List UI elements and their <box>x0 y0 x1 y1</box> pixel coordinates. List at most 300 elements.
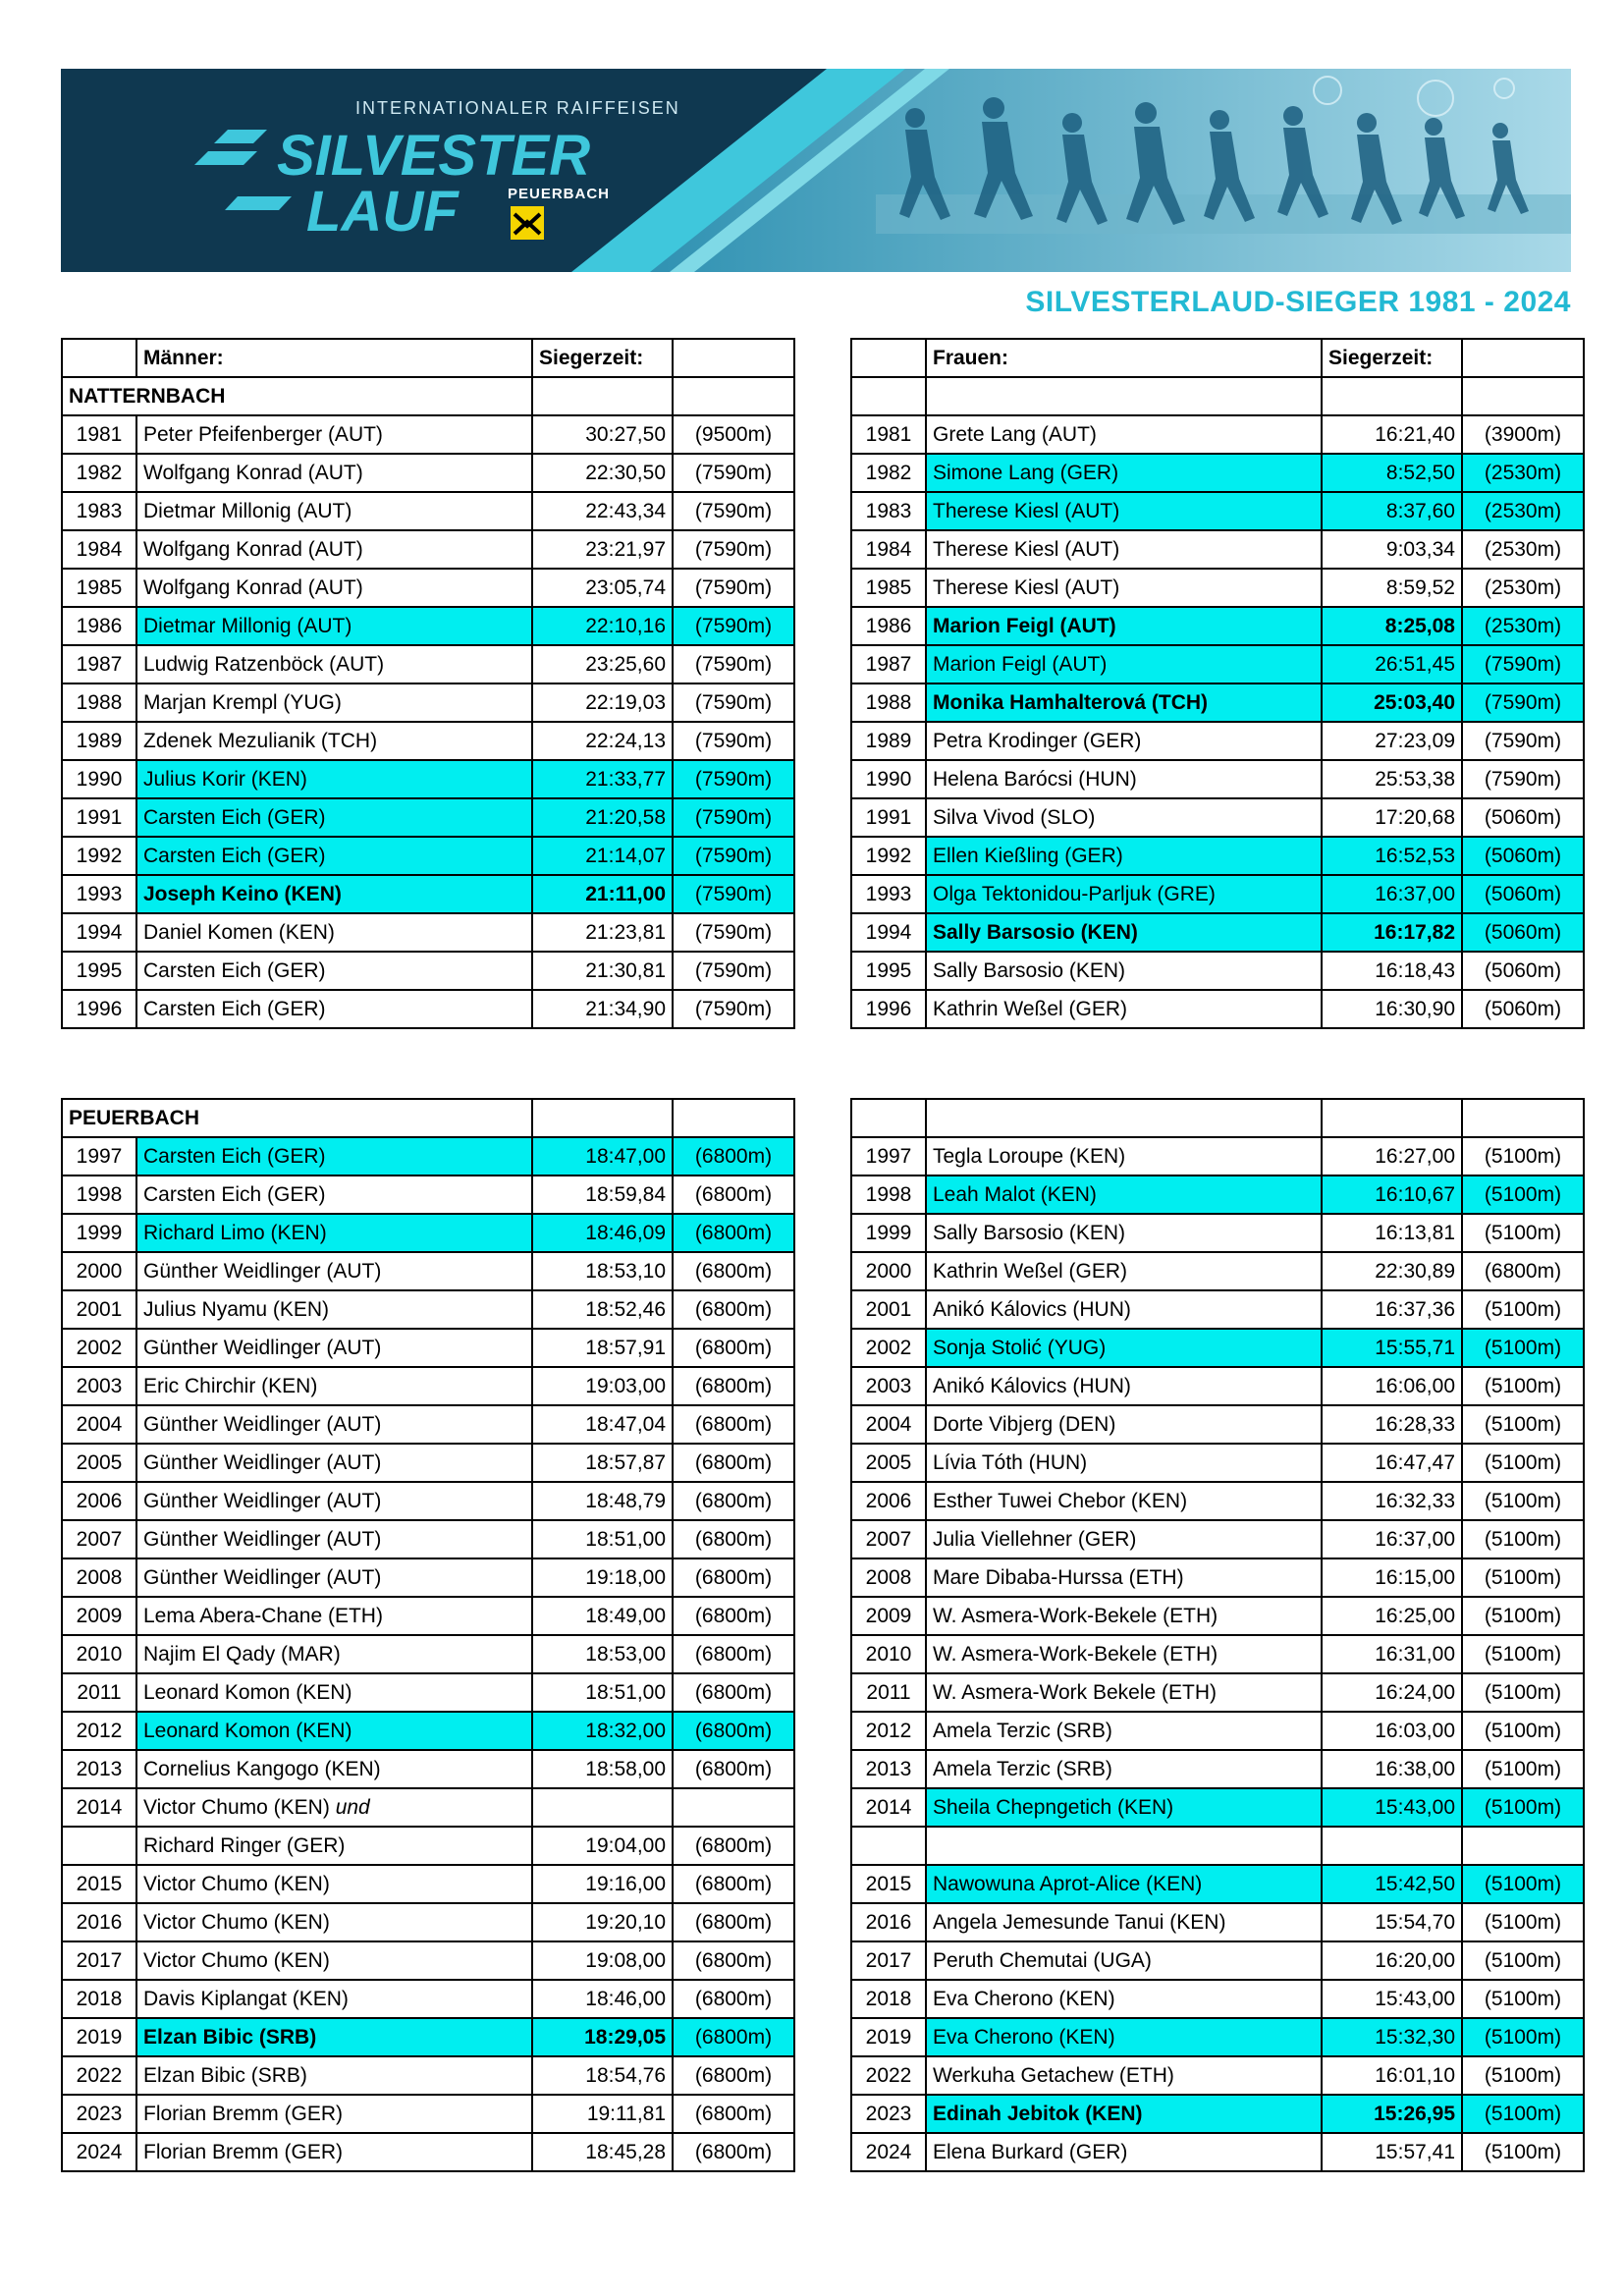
winning-time-cell: 16:01,10 <box>1322 2056 1462 2095</box>
year-cell: 1987 <box>851 645 926 683</box>
year-cell: 1998 <box>851 1175 926 1214</box>
winner-name-cell <box>136 415 532 454</box>
winner-name-cell <box>926 530 1322 569</box>
men-table-natternbach <box>61 338 795 1029</box>
table-row <box>62 2095 794 2133</box>
winning-time-cell: 15:26,95 <box>1322 2095 1462 2133</box>
distance-cell: (5100m) <box>1462 1444 1584 1482</box>
year-cell: 1989 <box>851 722 926 760</box>
winner-name: Amela Terzic (SRB) <box>933 1757 1112 1780</box>
table-row <box>62 530 794 569</box>
winning-time-cell: 22:30,89 <box>1322 1252 1462 1290</box>
distance-cell: (5100m) <box>1462 2056 1584 2095</box>
winner-name-cell <box>136 1405 532 1444</box>
winner-name: Carsten Eich (GER) <box>143 844 326 867</box>
winner-name-cell <box>136 2056 532 2095</box>
winner-name-cell <box>926 1137 1322 1175</box>
year-cell: 1981 <box>62 415 136 454</box>
distance-cell: (3900m) <box>1462 415 1584 454</box>
winning-time-cell: 15:55,71 <box>1322 1329 1462 1367</box>
table-row <box>851 1290 1584 1329</box>
winner-name-cell <box>926 1405 1322 1444</box>
winning-time-cell: 16:17,82 <box>1322 913 1462 952</box>
year-cell: 2015 <box>62 1865 136 1903</box>
winning-time-cell: 16:37,00 <box>1322 875 1462 913</box>
winner-name-cell <box>136 913 532 952</box>
winner-name: Sally Barsosio (KEN) <box>933 958 1126 982</box>
distance-cell: (5100m) <box>1462 1788 1584 1827</box>
winner-name-cell <box>926 875 1322 913</box>
year-cell: 2023 <box>62 2095 136 2133</box>
winner-name-cell <box>136 1597 532 1635</box>
year-cell: 2023 <box>851 2095 926 2133</box>
distance-cell: (7590m) <box>1462 645 1584 683</box>
distance-cell: (6800m) <box>673 1903 794 1941</box>
year-cell: 2008 <box>851 1558 926 1597</box>
winner-name-cell <box>926 1712 1322 1750</box>
winner-name-cell <box>136 1252 532 1290</box>
distance-cell: (5100m) <box>1462 1482 1584 1520</box>
table-row <box>851 952 1584 990</box>
winning-time-cell: 16:20,00 <box>1322 1941 1462 1980</box>
table-row <box>62 1827 794 1865</box>
table-row <box>62 1214 794 1252</box>
winning-time-cell: 18:47,00 <box>532 1137 673 1175</box>
winner-name-cell <box>926 1252 1322 1290</box>
table-row <box>62 2056 794 2095</box>
table-header-row <box>851 339 1584 377</box>
distance-cell: (5100m) <box>1462 1214 1584 1252</box>
table-row <box>62 1673 794 1712</box>
year-cell: 2009 <box>851 1597 926 1635</box>
year-cell: 2016 <box>62 1903 136 1941</box>
winner-name: Florian Bremm (GER) <box>143 2102 344 2125</box>
winner-name: Najim El Qady (MAR) <box>143 1642 341 1666</box>
winner-name: Julia Viellehner (GER) <box>933 1527 1137 1551</box>
distance-cell: (6800m) <box>673 1252 794 1290</box>
winning-time-cell <box>1322 1827 1462 1865</box>
winner-name-cell <box>136 569 532 607</box>
winner-name-cell <box>926 492 1322 530</box>
women-column-header: Frauen: <box>926 339 1322 377</box>
winning-time-cell: 18:53,10 <box>532 1252 673 1290</box>
winner-name: Cornelius Kangogo (KEN) <box>143 1757 381 1780</box>
time-column-header: Siegerzeit: <box>532 339 673 377</box>
winning-time-cell <box>532 1788 673 1827</box>
distance-cell: (2530m) <box>1462 569 1584 607</box>
year-cell: 2006 <box>62 1482 136 1520</box>
table-row <box>851 1329 1584 1367</box>
year-cell: 2003 <box>851 1367 926 1405</box>
year-cell: 1992 <box>62 837 136 875</box>
year-cell: 2013 <box>62 1750 136 1788</box>
table-row <box>851 2018 1584 2056</box>
table-row <box>62 1750 794 1788</box>
winner-name: W. Asmera-Work Bekele (ETH) <box>933 1680 1217 1704</box>
table-row <box>851 683 1584 722</box>
year-cell: 1990 <box>62 760 136 798</box>
distance-cell: (5100m) <box>1462 2133 1584 2171</box>
year-cell: 2000 <box>851 1252 926 1290</box>
section-row <box>851 1099 1584 1137</box>
year-cell: 1982 <box>62 454 136 492</box>
table-row <box>851 837 1584 875</box>
year-cell: 1986 <box>62 607 136 645</box>
year-cell: 2024 <box>62 2133 136 2171</box>
distance-cell: (6800m) <box>673 1367 794 1405</box>
table-row <box>851 607 1584 645</box>
winner-name: Wolfgang Konrad (AUT) <box>143 537 363 561</box>
table-row <box>851 875 1584 913</box>
distance-cell: (7590m) <box>673 454 794 492</box>
year-cell: 1994 <box>62 913 136 952</box>
distance-cell: (5100m) <box>1462 2018 1584 2056</box>
winning-time-cell: 22:43,34 <box>532 492 673 530</box>
year-cell: 2003 <box>62 1367 136 1405</box>
winner-name-cell <box>926 415 1322 454</box>
winning-time-cell: 21:23,81 <box>532 913 673 952</box>
winner-name: Lema Abera-Chane (ETH) <box>143 1604 383 1627</box>
section-title-natternbach: NATTERNBACH <box>62 377 532 415</box>
winner-name: Julius Korir (KEN) <box>143 767 307 791</box>
winning-time-cell: 30:27,50 <box>532 415 673 454</box>
winning-time-cell: 23:05,74 <box>532 569 673 607</box>
winner-name: Marion Feigl (AUT) <box>933 614 1116 637</box>
distance-cell <box>673 1788 794 1827</box>
winner-name-cell <box>926 798 1322 837</box>
distance-cell: (7590m) <box>673 607 794 645</box>
table-row <box>851 1980 1584 2018</box>
year-cell: 2007 <box>62 1520 136 1558</box>
year-cell: 2014 <box>62 1788 136 1827</box>
winner-name-cell <box>136 1137 532 1175</box>
winner-name: Dietmar Millonig (AUT) <box>143 499 352 522</box>
distance-cell: (6800m) <box>673 1635 794 1673</box>
winning-time-cell: 16:13,81 <box>1322 1214 1462 1252</box>
year-cell: 1982 <box>851 454 926 492</box>
distance-cell: (7590m) <box>673 837 794 875</box>
year-cell: 2014 <box>851 1788 926 1827</box>
table-row <box>62 913 794 952</box>
table-row <box>851 645 1584 683</box>
year-cell: 1993 <box>62 875 136 913</box>
winner-name: Victor Chumo (KEN) <box>143 1910 330 1934</box>
winner-name-cell <box>926 722 1322 760</box>
distance-cell: (5100m) <box>1462 1750 1584 1788</box>
winner-name-cell <box>926 454 1322 492</box>
winner-name: Leonard Komon (KEN) <box>143 1680 352 1704</box>
winner-name: Helena Barócsi (HUN) <box>933 767 1137 791</box>
table-row <box>62 1941 794 1980</box>
winner-name-cell <box>136 1712 532 1750</box>
table-row <box>851 1827 1584 1865</box>
winner-name-cell <box>926 760 1322 798</box>
distance-cell: (5100m) <box>1462 1290 1584 1329</box>
winner-name-cell <box>926 1788 1322 1827</box>
winner-name-cell <box>136 1980 532 2018</box>
winner-name-cell <box>926 1865 1322 1903</box>
winning-time-cell: 26:51,45 <box>1322 645 1462 683</box>
table-row <box>62 1712 794 1750</box>
year-cell: 1995 <box>851 952 926 990</box>
winner-name-cell <box>926 990 1322 1028</box>
distance-cell: (7590m) <box>1462 760 1584 798</box>
year-cell: 1997 <box>62 1137 136 1175</box>
table-row <box>62 2133 794 2171</box>
winner-name-cell <box>136 530 532 569</box>
distance-cell: (6800m) <box>673 2018 794 2056</box>
year-cell: 1993 <box>851 875 926 913</box>
table-row <box>62 415 794 454</box>
winner-name: Kathrin Weßel (GER) <box>933 1259 1127 1283</box>
winner-name-cell <box>136 1903 532 1941</box>
winner-name-cell <box>926 1941 1322 1980</box>
banner-word1: SILVESTER <box>277 124 591 188</box>
table-row <box>62 2018 794 2056</box>
women-table-peuerbach <box>850 1098 1585 2172</box>
winning-time-cell: 19:20,10 <box>532 1903 673 1941</box>
winner-name-cell <box>926 2056 1322 2095</box>
winner-name: Ludwig Ratzenböck (AUT) <box>143 652 385 676</box>
section-row <box>62 377 794 415</box>
table-row <box>851 1405 1584 1444</box>
winning-time-cell: 18:32,00 <box>532 1712 673 1750</box>
winner-name-cell <box>926 1558 1322 1597</box>
table-row <box>62 837 794 875</box>
winner-name: Sally Barsosio (KEN) <box>933 1221 1126 1244</box>
distance-cell: (7590m) <box>673 492 794 530</box>
winner-name-cell <box>136 1482 532 1520</box>
winner-name: Günther Weidlinger (AUT) <box>143 1527 382 1551</box>
women-table-natternbach <box>850 338 1585 1029</box>
table-row <box>62 1290 794 1329</box>
men-column-header: Männer: <box>136 339 532 377</box>
winner-name-cell <box>136 454 532 492</box>
distance-cell: (5100m) <box>1462 1980 1584 2018</box>
winning-time-cell: 22:10,16 <box>532 607 673 645</box>
table-row <box>851 1750 1584 1788</box>
winning-time-cell: 16:03,00 <box>1322 1712 1462 1750</box>
table-row <box>851 2133 1584 2171</box>
year-cell: 1999 <box>62 1214 136 1252</box>
distance-cell: (6800m) <box>673 1558 794 1597</box>
year-cell: 1998 <box>62 1175 136 1214</box>
winner-name-cell <box>136 607 532 645</box>
distance-cell: (6800m) <box>673 1214 794 1252</box>
year-cell: 2012 <box>851 1712 926 1750</box>
winner-name-cell <box>926 683 1322 722</box>
distance-cell: (5100m) <box>1462 1635 1584 1673</box>
table-row <box>851 1597 1584 1635</box>
distance-cell: (7590m) <box>1462 683 1584 722</box>
distance-cell: (5100m) <box>1462 1941 1584 1980</box>
winner-name: Günther Weidlinger (AUT) <box>143 1489 382 1512</box>
winner-name-cell <box>136 1673 532 1712</box>
year-cell: 1987 <box>62 645 136 683</box>
year-cell: 2004 <box>62 1405 136 1444</box>
year-cell: 2019 <box>851 2018 926 2056</box>
winner-name-cell <box>136 2095 532 2133</box>
distance-cell: (7590m) <box>673 569 794 607</box>
winning-time-cell: 19:18,00 <box>532 1558 673 1597</box>
year-cell: 2002 <box>62 1329 136 1367</box>
winner-name-cell <box>926 1329 1322 1367</box>
year-cell: 1991 <box>851 798 926 837</box>
winner-name: Daniel Komen (KEN) <box>143 920 335 944</box>
table-row <box>62 1329 794 1367</box>
winning-time-cell: 23:25,60 <box>532 645 673 683</box>
winner-name: Nawowuna Aprot-Alice (KEN) <box>933 1872 1203 1895</box>
header-year-cell <box>62 339 136 377</box>
winner-name: Dietmar Millonig (AUT) <box>143 614 352 637</box>
winning-time-cell: 8:59,52 <box>1322 569 1462 607</box>
winner-name: Marjan Krempl (YUG) <box>143 690 342 714</box>
winning-time-cell: 16:38,00 <box>1322 1750 1462 1788</box>
distance-cell: (2530m) <box>1462 607 1584 645</box>
winner-name: Richard Limo (KEN) <box>143 1221 327 1244</box>
winning-time-cell: 22:30,50 <box>532 454 673 492</box>
winner-name: Carsten Eich (GER) <box>143 997 326 1020</box>
winner-name: Therese Kiesl (AUT) <box>933 499 1120 522</box>
distance-cell: (5100m) <box>1462 1558 1584 1597</box>
winner-name-cell <box>926 569 1322 607</box>
table-row <box>851 1444 1584 1482</box>
winning-time-cell: 16:24,00 <box>1322 1673 1462 1712</box>
winning-time-cell: 18:46,09 <box>532 1214 673 1252</box>
winning-time-cell: 16:15,00 <box>1322 1558 1462 1597</box>
winner-name: Joseph Keino (KEN) <box>143 882 342 905</box>
table-row <box>62 990 794 1028</box>
distance-cell: (5060m) <box>1462 990 1584 1028</box>
year-cell: 1997 <box>851 1137 926 1175</box>
distance-cell: (5100m) <box>1462 1597 1584 1635</box>
year-cell: 2013 <box>851 1750 926 1788</box>
winner-name: Günther Weidlinger (AUT) <box>143 1450 382 1474</box>
section-row <box>62 1099 794 1137</box>
winning-time-cell: 18:47,04 <box>532 1405 673 1444</box>
winner-name: Florian Bremm (GER) <box>143 2140 344 2163</box>
winner-name: Günther Weidlinger (AUT) <box>143 1336 382 1359</box>
winner-name-cell <box>136 1788 532 1827</box>
winner-name: Günther Weidlinger (AUT) <box>143 1412 382 1436</box>
table-row <box>62 1520 794 1558</box>
distance-cell: (6800m) <box>673 1865 794 1903</box>
winning-time-cell: 18:58,00 <box>532 1750 673 1788</box>
winner-name: Wolfgang Konrad (AUT) <box>143 461 363 484</box>
year-cell: 2022 <box>62 2056 136 2095</box>
winner-name-cell <box>926 1827 1322 1865</box>
distance-cell: (7590m) <box>673 798 794 837</box>
winning-time-cell: 21:14,07 <box>532 837 673 875</box>
winning-time-cell: 19:04,00 <box>532 1827 673 1865</box>
men-table-peuerbach <box>61 1098 795 2172</box>
section-title-peuerbach: PEUERBACH <box>62 1099 532 1137</box>
year-cell: 1986 <box>851 607 926 645</box>
winner-name-cell <box>136 990 532 1028</box>
year-cell: 2009 <box>62 1597 136 1635</box>
year-cell: 2006 <box>851 1482 926 1520</box>
winner-name: Carsten Eich (GER) <box>143 1144 326 1168</box>
winner-name-cell <box>136 1635 532 1673</box>
winner-name-cell <box>136 760 532 798</box>
winner-name-cell <box>926 913 1322 952</box>
winner-name-cell <box>926 1597 1322 1635</box>
year-cell: 2000 <box>62 1252 136 1290</box>
winning-time-cell: 8:52,50 <box>1322 454 1462 492</box>
winner-name-cell <box>926 2095 1322 2133</box>
distance-cell: (7590m) <box>673 645 794 683</box>
year-cell: 1995 <box>62 952 136 990</box>
table-row <box>851 415 1584 454</box>
winner-name: Peruth Chemutai (UGA) <box>933 1948 1152 1972</box>
winner-name-cell <box>136 1558 532 1597</box>
winning-time-cell: 21:30,81 <box>532 952 673 990</box>
distance-cell: (5100m) <box>1462 2095 1584 2133</box>
table-row <box>62 1980 794 2018</box>
winner-name: Elena Burkard (GER) <box>933 2140 1128 2163</box>
distance-cell: (6800m) <box>673 1405 794 1444</box>
year-cell: 2005 <box>851 1444 926 1482</box>
table-row <box>62 569 794 607</box>
distance-cell: (6800m) <box>673 1597 794 1635</box>
table-row <box>851 798 1584 837</box>
winning-time-cell: 15:32,30 <box>1322 2018 1462 2056</box>
winner-name: Monika Hamhalterová (TCH) <box>933 690 1209 714</box>
table-row <box>851 1482 1584 1520</box>
winning-time-cell: 18:51,00 <box>532 1673 673 1712</box>
winner-name: Amela Terzic (SRB) <box>933 1719 1112 1742</box>
table-row <box>62 1482 794 1520</box>
table-row <box>851 492 1584 530</box>
distance-cell: (7590m) <box>673 683 794 722</box>
year-cell: 2010 <box>62 1635 136 1673</box>
year-cell: 2019 <box>62 2018 136 2056</box>
year-cell: 1992 <box>851 837 926 875</box>
winner-name: Edinah Jebitok (KEN) <box>933 2102 1143 2125</box>
winning-time-cell: 16:37,36 <box>1322 1290 1462 1329</box>
winner-name-cell <box>136 1329 532 1367</box>
winning-time-cell: 18:48,79 <box>532 1482 673 1520</box>
name-suffix: und <box>335 1795 370 1819</box>
distance-cell: (7590m) <box>673 952 794 990</box>
winning-time-cell: 17:20,68 <box>1322 798 1462 837</box>
winner-name-cell <box>926 2133 1322 2171</box>
distance-cell: (5060m) <box>1462 952 1584 990</box>
table-row <box>851 913 1584 952</box>
winner-name: Victor Chumo (KEN) <box>143 1872 330 1895</box>
year-cell: 2017 <box>851 1941 926 1980</box>
winner-name-cell <box>136 1367 532 1405</box>
distance-cell: (6800m) <box>673 1482 794 1520</box>
year-cell: 1985 <box>62 569 136 607</box>
distance-cell: (6800m) <box>673 1827 794 1865</box>
winner-name: Olga Tektonidou-Parljuk (GRE) <box>933 882 1216 905</box>
winner-name-cell <box>136 1214 532 1252</box>
distance-cell: (6800m) <box>673 1941 794 1980</box>
winner-name-cell <box>926 1903 1322 1941</box>
winner-name-cell <box>136 1941 532 1980</box>
winning-time-cell: 9:03,34 <box>1322 530 1462 569</box>
year-cell: 2016 <box>851 1903 926 1941</box>
winner-name-cell <box>926 837 1322 875</box>
table-row <box>62 875 794 913</box>
distance-cell: (6800m) <box>673 2056 794 2095</box>
distance-cell: (6800m) <box>673 1329 794 1367</box>
winner-name: Sally Barsosio (KEN) <box>933 920 1138 944</box>
table-row <box>851 722 1584 760</box>
winning-time-cell: 18:52,46 <box>532 1290 673 1329</box>
winner-name: Anikó Kálovics (HUN) <box>933 1297 1131 1321</box>
